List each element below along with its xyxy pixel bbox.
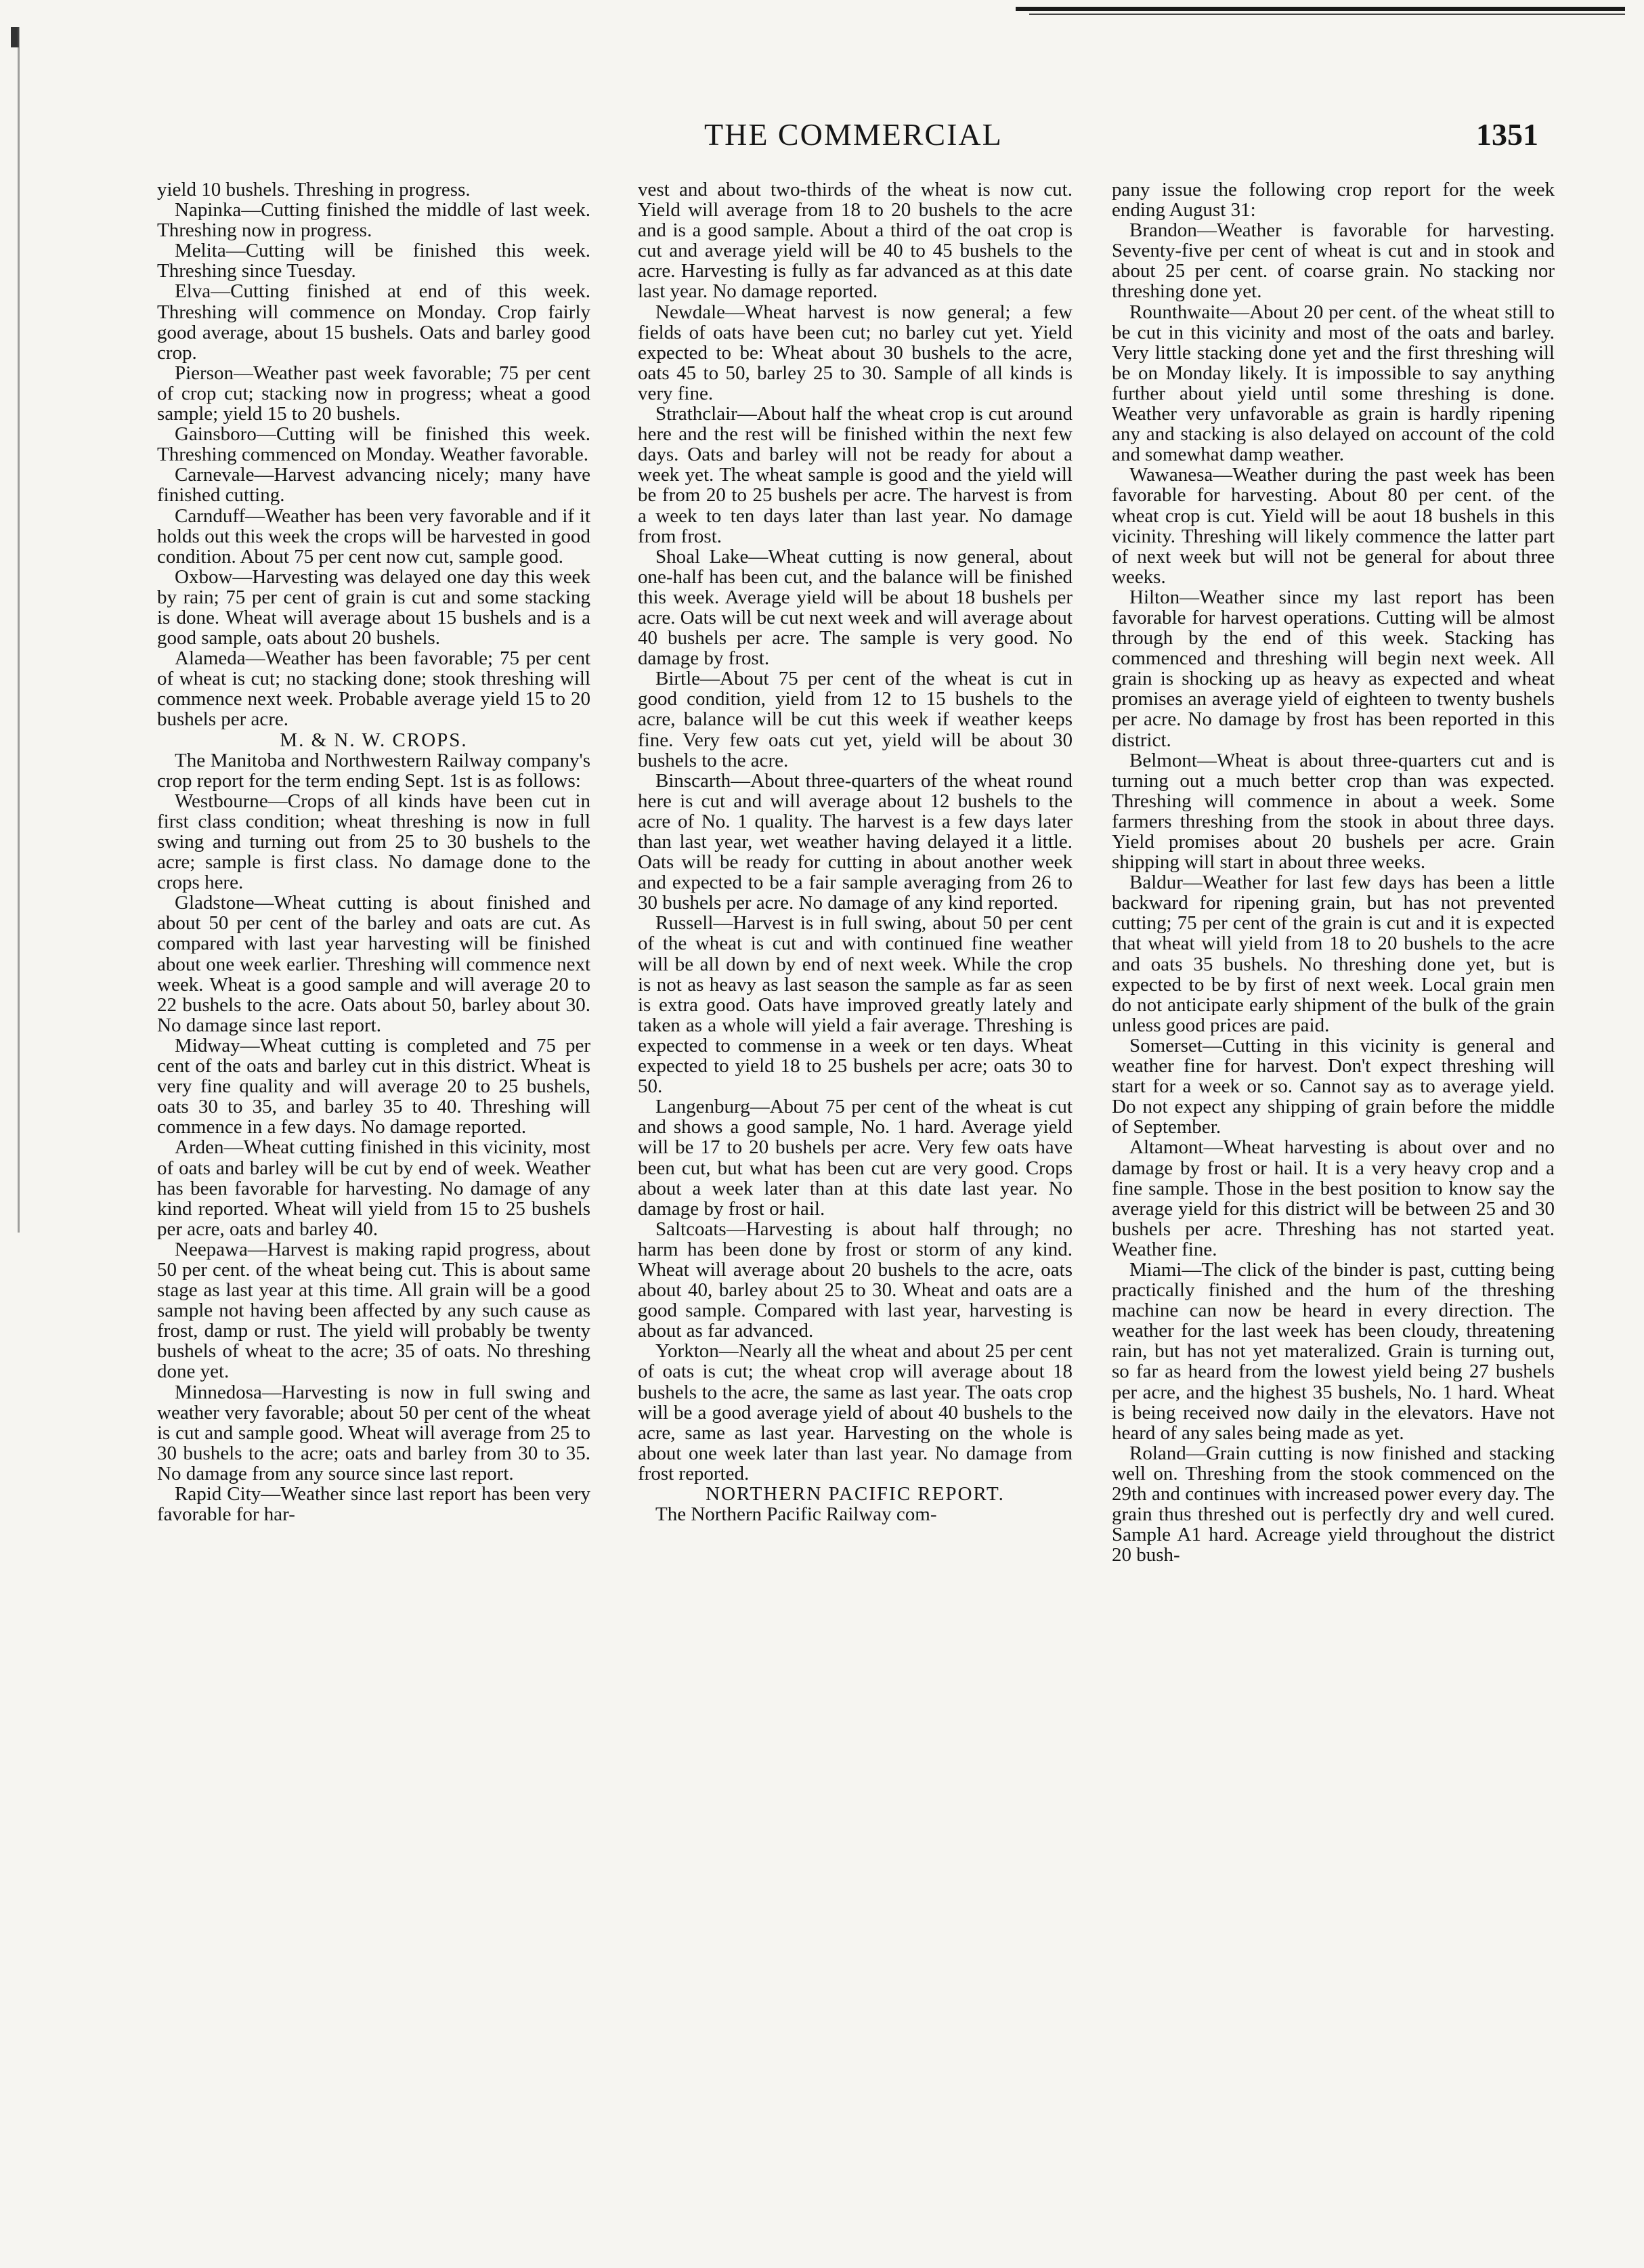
report-paragraph: Langenburg—About 75 per cent of the wheat is cut and shows a good sample, No. 1 hard. Average yield will be 17 to 20 bushels per acre. Very few oats have been cut, but what has been cut are very good. Crops about a week later than at this date last year. No damage by frost or hail. bbox=[638, 1096, 1073, 1220]
report-paragraph: Minnedosa—Harvesting is now in full swing and weather very favorable; about 50 per cent of the wheat is cut and sample good. Wheat will average from 25 to 30 bushels to the acre; oats and barley from 30 to 35. No damage from any source since last report. bbox=[157, 1381, 590, 1484]
report-paragraph: Oxbow—Harvesting was delayed one day this week by rain; 75 per cent of grain is cut and some stacking is done. Wheat will average about 15 bushels and is a good sample, oats about 20 bushels. bbox=[157, 565, 590, 649]
report-paragraph: Elva—Cutting finished at end of this week. Threshing will commence on Monday. Crop fairly good average, about 15 bushels. Oats and barley good crop. bbox=[157, 280, 590, 364]
report-paragraph: pany issue the following crop report for the week ending August 31: bbox=[1112, 179, 1555, 221]
top-rule bbox=[1016, 7, 1625, 11]
report-paragraph: Shoal Lake—Wheat cutting is now general, about one-half has been cut, and the balance will be finished this week. Average yield will be about 18 bushels per acre. Oats will be cut next week and will average about 40 bushels per acre. The sample is very good. No damage by frost. bbox=[638, 545, 1073, 670]
report-paragraph: Gainsboro—Cutting will be finished this week. Threshing commenced on Monday. Weather favorable. bbox=[157, 423, 590, 466]
report-paragraph: yield 10 bushels. Threshing in progress. bbox=[157, 179, 471, 200]
section-heading: NORTHERN PACIFIC REPORT. bbox=[706, 1483, 1005, 1505]
report-paragraph: Melita—Cutting will be finished this week. Threshing since Tuesday. bbox=[157, 240, 590, 282]
report-paragraph: Gladstone—Wheat cutting is about finished and about 50 per cent of the barley and oats are cut. As compared with last year harvesting will be finished about one week earlier. Threshing will commence next week. Wheat is a good sample and will average 20 to 22 bushels to the acre. Oats about 50, barley about 30. No damage since last report. bbox=[157, 892, 590, 1036]
report-paragraph: Carnduff—Weather has been very favorable and if it holds out this week the crops will be harvested in good condition. About 75 per cent now cut, sample good. bbox=[157, 505, 590, 568]
report-paragraph: Midway—Wheat cutting is completed and 75 per cent of the oats and barley cut in this district. Wheat is very fine quality and will average 20 to 25 bushels, oats 30 to 35, and barley 35 to 40. Threshing will commence in a few days. No damage reported. bbox=[157, 1034, 590, 1138]
report-paragraph: vest and about two-thirds of the wheat is now cut. Yield will average from 18 to 20 bushels to the acre and is a good sample. About a third of the oat crop is cut and average yield will be 40 to 45 bushels to the acre. Harvesting is fully as far advanced as at this date last year. No damage reported. bbox=[638, 179, 1073, 303]
report-paragraph: Pierson—Weather past week favorable; 75 per cent of crop cut; stacking now in progress; wheat a good sample; yield 15 to 20 bushels. bbox=[157, 362, 590, 425]
report-paragraph: Alameda—Weather has been favorable; 75 per cent of wheat is cut; no stacking done; stook threshing will commence next week. Probable average yield 15 to 20 bushels per acre. bbox=[157, 647, 590, 731]
report-paragraph: Miami—The click of the binder is past, cutting being practically finished and the hum of the threshing machine can now be heard in every direction. The weather for the last week has been cloudy, threatening rain, but has not yet materalized. Grain is turning out, so far as heard from the lowest yield being 27 bushels per acre, and the highest 35 bushels, No. 1 hard. Wheat is being received now daily in the elevators. Have not heard of any sales being made as yet. bbox=[1112, 1258, 1555, 1444]
report-paragraph: The Northern Pacific Railway com- bbox=[655, 1503, 937, 1526]
binding-edge-line bbox=[18, 27, 20, 1233]
report-paragraph: Carnevale—Harvest advancing nicely; many have finished cutting. bbox=[157, 464, 590, 507]
report-paragraph: Yorkton—Nearly all the wheat and about 25 per cent of oats is cut; the wheat crop will average about 18 bushels to the acre, the same as last year. The oats crop will be a good average yield of about 40 bushels to the acre, same as last year. Harvesting on the whole is about one week later than last year. No damage from frost reported. bbox=[638, 1340, 1073, 1484]
report-paragraph: Wawanesa—Weather during the past week has been favorable for harvesting. About 80 per cent. of the wheat crop is cut. Yield will be aout 18 bushels in this vicinity. Threshing will likely commence the latter part of next week but will not be general for about three weeks. bbox=[1112, 464, 1555, 588]
report-paragraph: Westbourne—Crops of all kinds have been cut in first class condition; wheat threshing is now in full swing and turning out from 25 to 30 bushels to the acre; sample is first class. No damage done to the crops here. bbox=[157, 790, 590, 894]
report-paragraph: Baldur—Weather for last few days has been a little backward for ripening grain, but has not prevented cutting; 75 per cent of the grain is cut and it is expected that wheat will yield from 18 to 20 bushels to the acre and oats 35 bushels. No threshing done yet, but is expected to be by first of next week. Local grain men do not anticipate early shipment of the bulk of the grain unless good prices are paid. bbox=[1112, 872, 1555, 1036]
page-header bbox=[0, 116, 1644, 157]
report-paragraph: Napinka—Cutting finished the middle of last week. Threshing now in progress. bbox=[157, 199, 590, 242]
report-paragraph: Neepawa—Harvest is making rapid progress, about 50 per cent. of the wheat being cut. This is about same stage as last year at this time. All grain will be a good sample not having been affected by any such cause as frost, damp or rust. The yield will probably be twenty bushels of wheat to the acre; 35 of oats. No threshing done yet. bbox=[157, 1238, 590, 1383]
text-column-1 bbox=[157, 179, 590, 2248]
report-paragraph: Strathclair—About half the wheat crop is cut around here and the rest will be finished within the next few days. Oats and barley will not be ready for about a week yet. The wheat sample is good and the yield will be from 20 to 25 bushels per acre. The harvest is from a week to ten days later than last year. No damage from frost. bbox=[638, 403, 1073, 547]
report-paragraph: Russell—Harvest is in full swing, about 50 per cent of the wheat is cut and with continued fine weather will be all down by end of next week. While the crop is not as heavy as last season the sample as far as seen is extra good. Oats have improved greatly lately and taken as a whole will yield a fair average. Threshing is expected to commense in a week or ten days. Wheat expected to yield 18 to 25 bushels per acre; oats 30 to 50. bbox=[638, 912, 1073, 1098]
report-paragraph: Hilton—Weather since my last report has been favorable for harvest operations. Cutting will be almost through by the end of this week. Stacking has commenced and threshing will begin next week. All grain is shocking up as heavy as expected and wheat promises an average yield of eighteen to twenty bushels per acre. No damage by frost has been reported in this district. bbox=[1112, 586, 1555, 751]
report-paragraph: Altamont—Wheat harvesting is about over and no damage by frost or hail. It is a very heavy crop and a fine sample. Those in the best position to know say the average yield for this district will be between 25 and 30 bushels per acre. Threshing has not started yeat. Weather fine. bbox=[1112, 1136, 1555, 1260]
page-number: 1351 bbox=[1476, 117, 1538, 152]
top-rule-thin bbox=[1029, 14, 1625, 15]
report-paragraph: The Manitoba and Northwestern Railway company's crop report for the term ending Sept. 1st is as follows: bbox=[157, 749, 590, 792]
text-column-2 bbox=[638, 179, 1073, 2248]
report-paragraph: Arden—Wheat cutting finished in this vicinity, most of oats and barley will be cut by end of week. Weather has been favorable for harvesting. No damage of any kind reported. Wheat will yield from 15 to 25 bushels per acre, oats and barley 40. bbox=[157, 1136, 590, 1240]
report-paragraph: Newdale—Wheat harvest is now general; a few fields of oats have been cut; no barley cut yet. Yield expected to be: Wheat about 30 bushels to the acre, oats 45 to 50, barley 25 to 30. Sample of all kinds is very fine. bbox=[638, 301, 1073, 404]
report-paragraph: Binscarth—About three-quarters of the wheat round here is cut and will average about 12 bushels to the acre of No. 1 quality. The harvest is a few days later than last year, wet weather having delayed it a little. Oats will be ready for cutting in about another week and expected to be a fair sample averaging from 26 to 30 bushels per acre. No damage of any kind reported. bbox=[638, 769, 1073, 914]
report-paragraph: Belmont—Wheat is about three-quarters cut and is turning out a much better crop than was expected. Threshing will commence in about a week. Some farmers threshing from the stook in about three days. Yield promises about 20 bushels per acre. Grain shipping will start in about three weeks. bbox=[1112, 749, 1555, 874]
text-column-3 bbox=[1112, 179, 1555, 2248]
report-paragraph: Roland—Grain cutting is now finished and stacking well on. Threshing from the stook commenced on the 29th and continues with increased power every day. The grain thus threshed out is perfectly dry and well cured. Sample A1 hard. Acreage yield throughout the district 20 bush- bbox=[1112, 1442, 1555, 1566]
publication-title: THE COMMERCIAL bbox=[704, 117, 1003, 152]
report-paragraph: Birtle—About 75 per cent of the wheat is cut in good condition, yield from 12 to 15 bushels to the acre, balance will be cut this week if weather keeps fine. Very few oats cut yet, yield will be about 30 bushels to the acre. bbox=[638, 668, 1073, 771]
section-heading: M. & N. W. CROPS. bbox=[280, 729, 468, 751]
report-paragraph: Rapid City—Weather since last report has been very favorable for har- bbox=[157, 1483, 590, 1526]
report-paragraph: Somerset—Cutting in this vicinity is general and weather fine for harvest. Don't expect threshing will start for a week or so. Cannot say as to average yield. Do not expect any shipping of grain before the middle of September. bbox=[1112, 1034, 1555, 1138]
report-paragraph: Saltcoats—Harvesting is about half through; no harm has been done by frost or storm of any kind. Wheat will average about 20 bushels to the acre, oats about 40, barley about 25 to 30. Wheat and oats are a good sample. Compared with last year, harvesting is about as far advanced. bbox=[638, 1218, 1073, 1342]
report-paragraph: Rounthwaite—About 20 per cent. of the wheat still to be cut in this vicinity and most of the oats and barley. Very little stacking done yet and the first threshing will be on Monday likely. It is impossible to say anything further about yield until some threshing is done. Weather very unfavorable as grain is hardly ripening any and stacking is also delayed on account of the cold and somewhat damp weather. bbox=[1112, 301, 1555, 466]
report-paragraph: Brandon—Weather is favorable for harvesting. Seventy-five per cent of wheat is cut and in stook and about 25 per cent. of coarse grain. No stacking nor threshing done yet. bbox=[1112, 219, 1555, 303]
